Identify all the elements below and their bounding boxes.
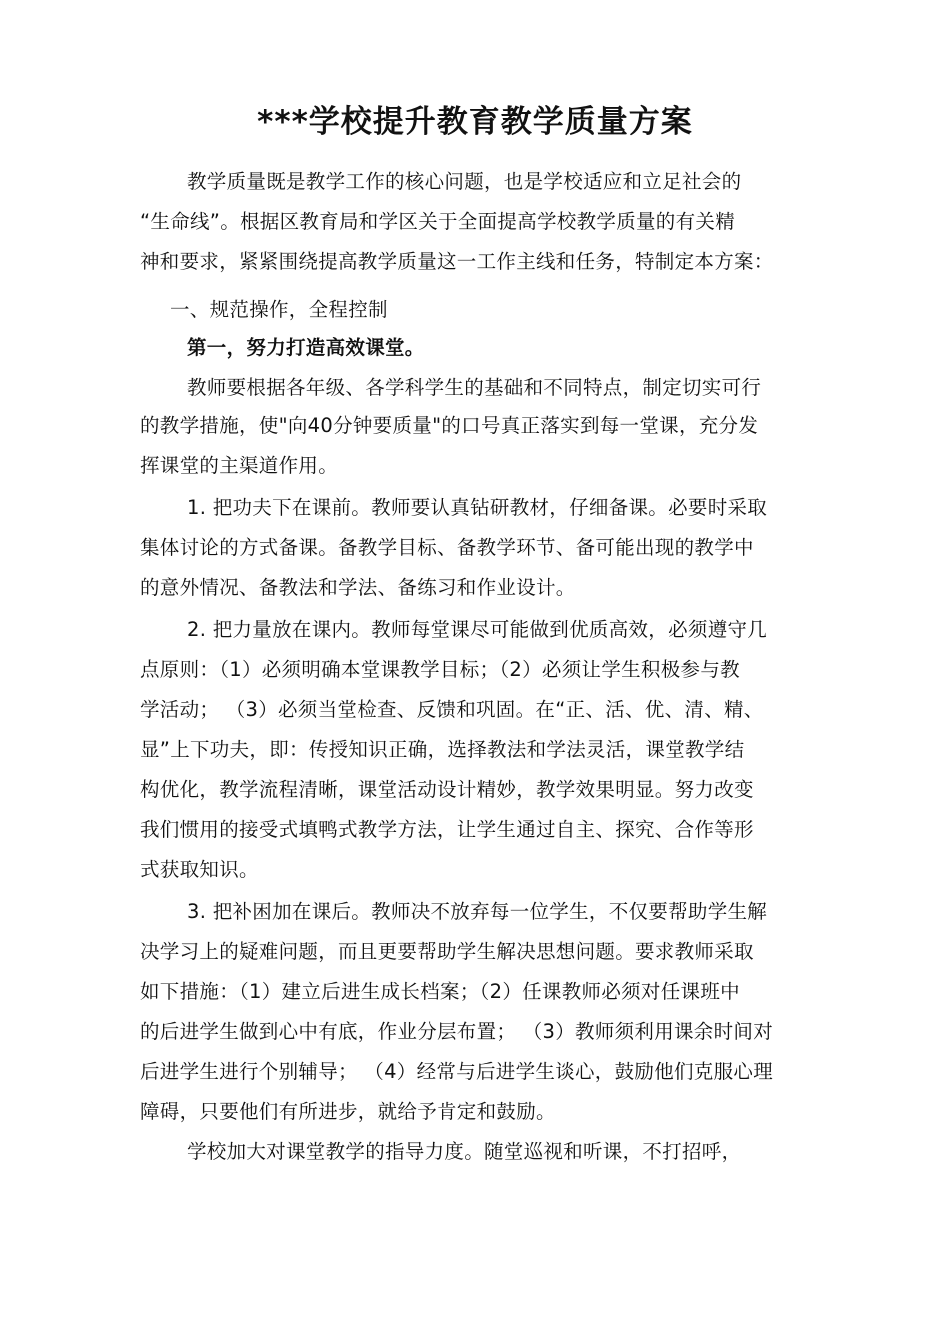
- paragraph-line: 教学质量既是教学工作的核心问题，也是学校适应和立足社会的: [187, 170, 742, 193]
- paragraph-line: 的教学措施，使"向40分钟要质量"的口号真正落实到每一堂课，充分发: [140, 414, 759, 437]
- paragraph-line: 点原则：（1）必须明确本堂课教学目标；（2）必须让学生积极参与教: [140, 658, 740, 681]
- paragraph-line: 我们惯用的接受式填鸭式教学方法，让学生通过自主、探究、合作等形: [140, 818, 754, 841]
- paragraph-line: 后进学生进行个别辅导； （4）经常与后进学生谈心，鼓励他们克服心理: [140, 1060, 774, 1083]
- paragraph-line: 显”上下功夫，即：传授知识正确，选择教法和学法灵活，课堂教学结: [140, 738, 745, 761]
- paragraph-line: 3. 把补困加在课后。教师决不放弃每一位学生，不仅要帮助学生解: [187, 900, 768, 923]
- paragraph-line: 决学习上的疑难问题，而且更要帮助学生解决思想问题。要求教师采取: [140, 940, 754, 963]
- paragraph-line: 式获取知识。: [140, 858, 259, 881]
- paragraph-line: 学活动； （3）必须当堂检查、反馈和巩固。在“正、活、优、清、精、: [140, 698, 764, 721]
- paragraph-line: 神和要求，紧紧围绕提高教学质量这一工作主线和任务，特制定本方案：: [140, 250, 774, 273]
- paragraph-line: 障碍，只要他们有所进步，就给予肯定和鼓励。: [140, 1100, 556, 1123]
- paragraph-line: 1. 把功夫下在课前。教师要认真钻研教材，仔细备课。必要时采取: [187, 496, 768, 519]
- paragraph-line: 学校加大对课堂教学的指导力度。随堂巡视和听课，不打招呼，: [187, 1140, 742, 1163]
- paragraph-line: 构优化，教学流程清晰，课堂活动设计精妙，教学效果明显。努力改变: [140, 778, 754, 801]
- paragraph-line: 如下措施：（1）建立后进生成长档案；（2）任课教师必须对任课班中: [140, 980, 740, 1003]
- paragraph-line: 的后进学生做到心中有底，作业分层布置； （3）教师须利用课余时间对: [140, 1020, 774, 1043]
- section-heading: 一、规范操作，全程控制: [170, 298, 388, 321]
- paragraph-line: 2. 把力量放在课内。教师每堂课尽可能做到优质高效，必须遵守几: [187, 618, 768, 641]
- paragraph-line: 教师要根据各年级、各学科学生的基础和不同特点，制定切实可行: [187, 376, 762, 399]
- paragraph-line: 集体讨论的方式备课。备教学目标、备教学环节、备可能出现的教学中: [140, 536, 754, 559]
- document-title: ***学校提升教育教学质量方案: [257, 104, 693, 140]
- subsection-heading: 第一，努力打造高效课堂。: [187, 336, 425, 359]
- paragraph-line: “生命线”。根据区教育局和学区关于全面提高学校教学质量的有关精: [140, 210, 736, 233]
- paragraph-line: 的意外情况、备教法和学法、备练习和作业设计。: [140, 576, 576, 599]
- paragraph-line: 挥课堂的主渠道作用。: [140, 454, 339, 477]
